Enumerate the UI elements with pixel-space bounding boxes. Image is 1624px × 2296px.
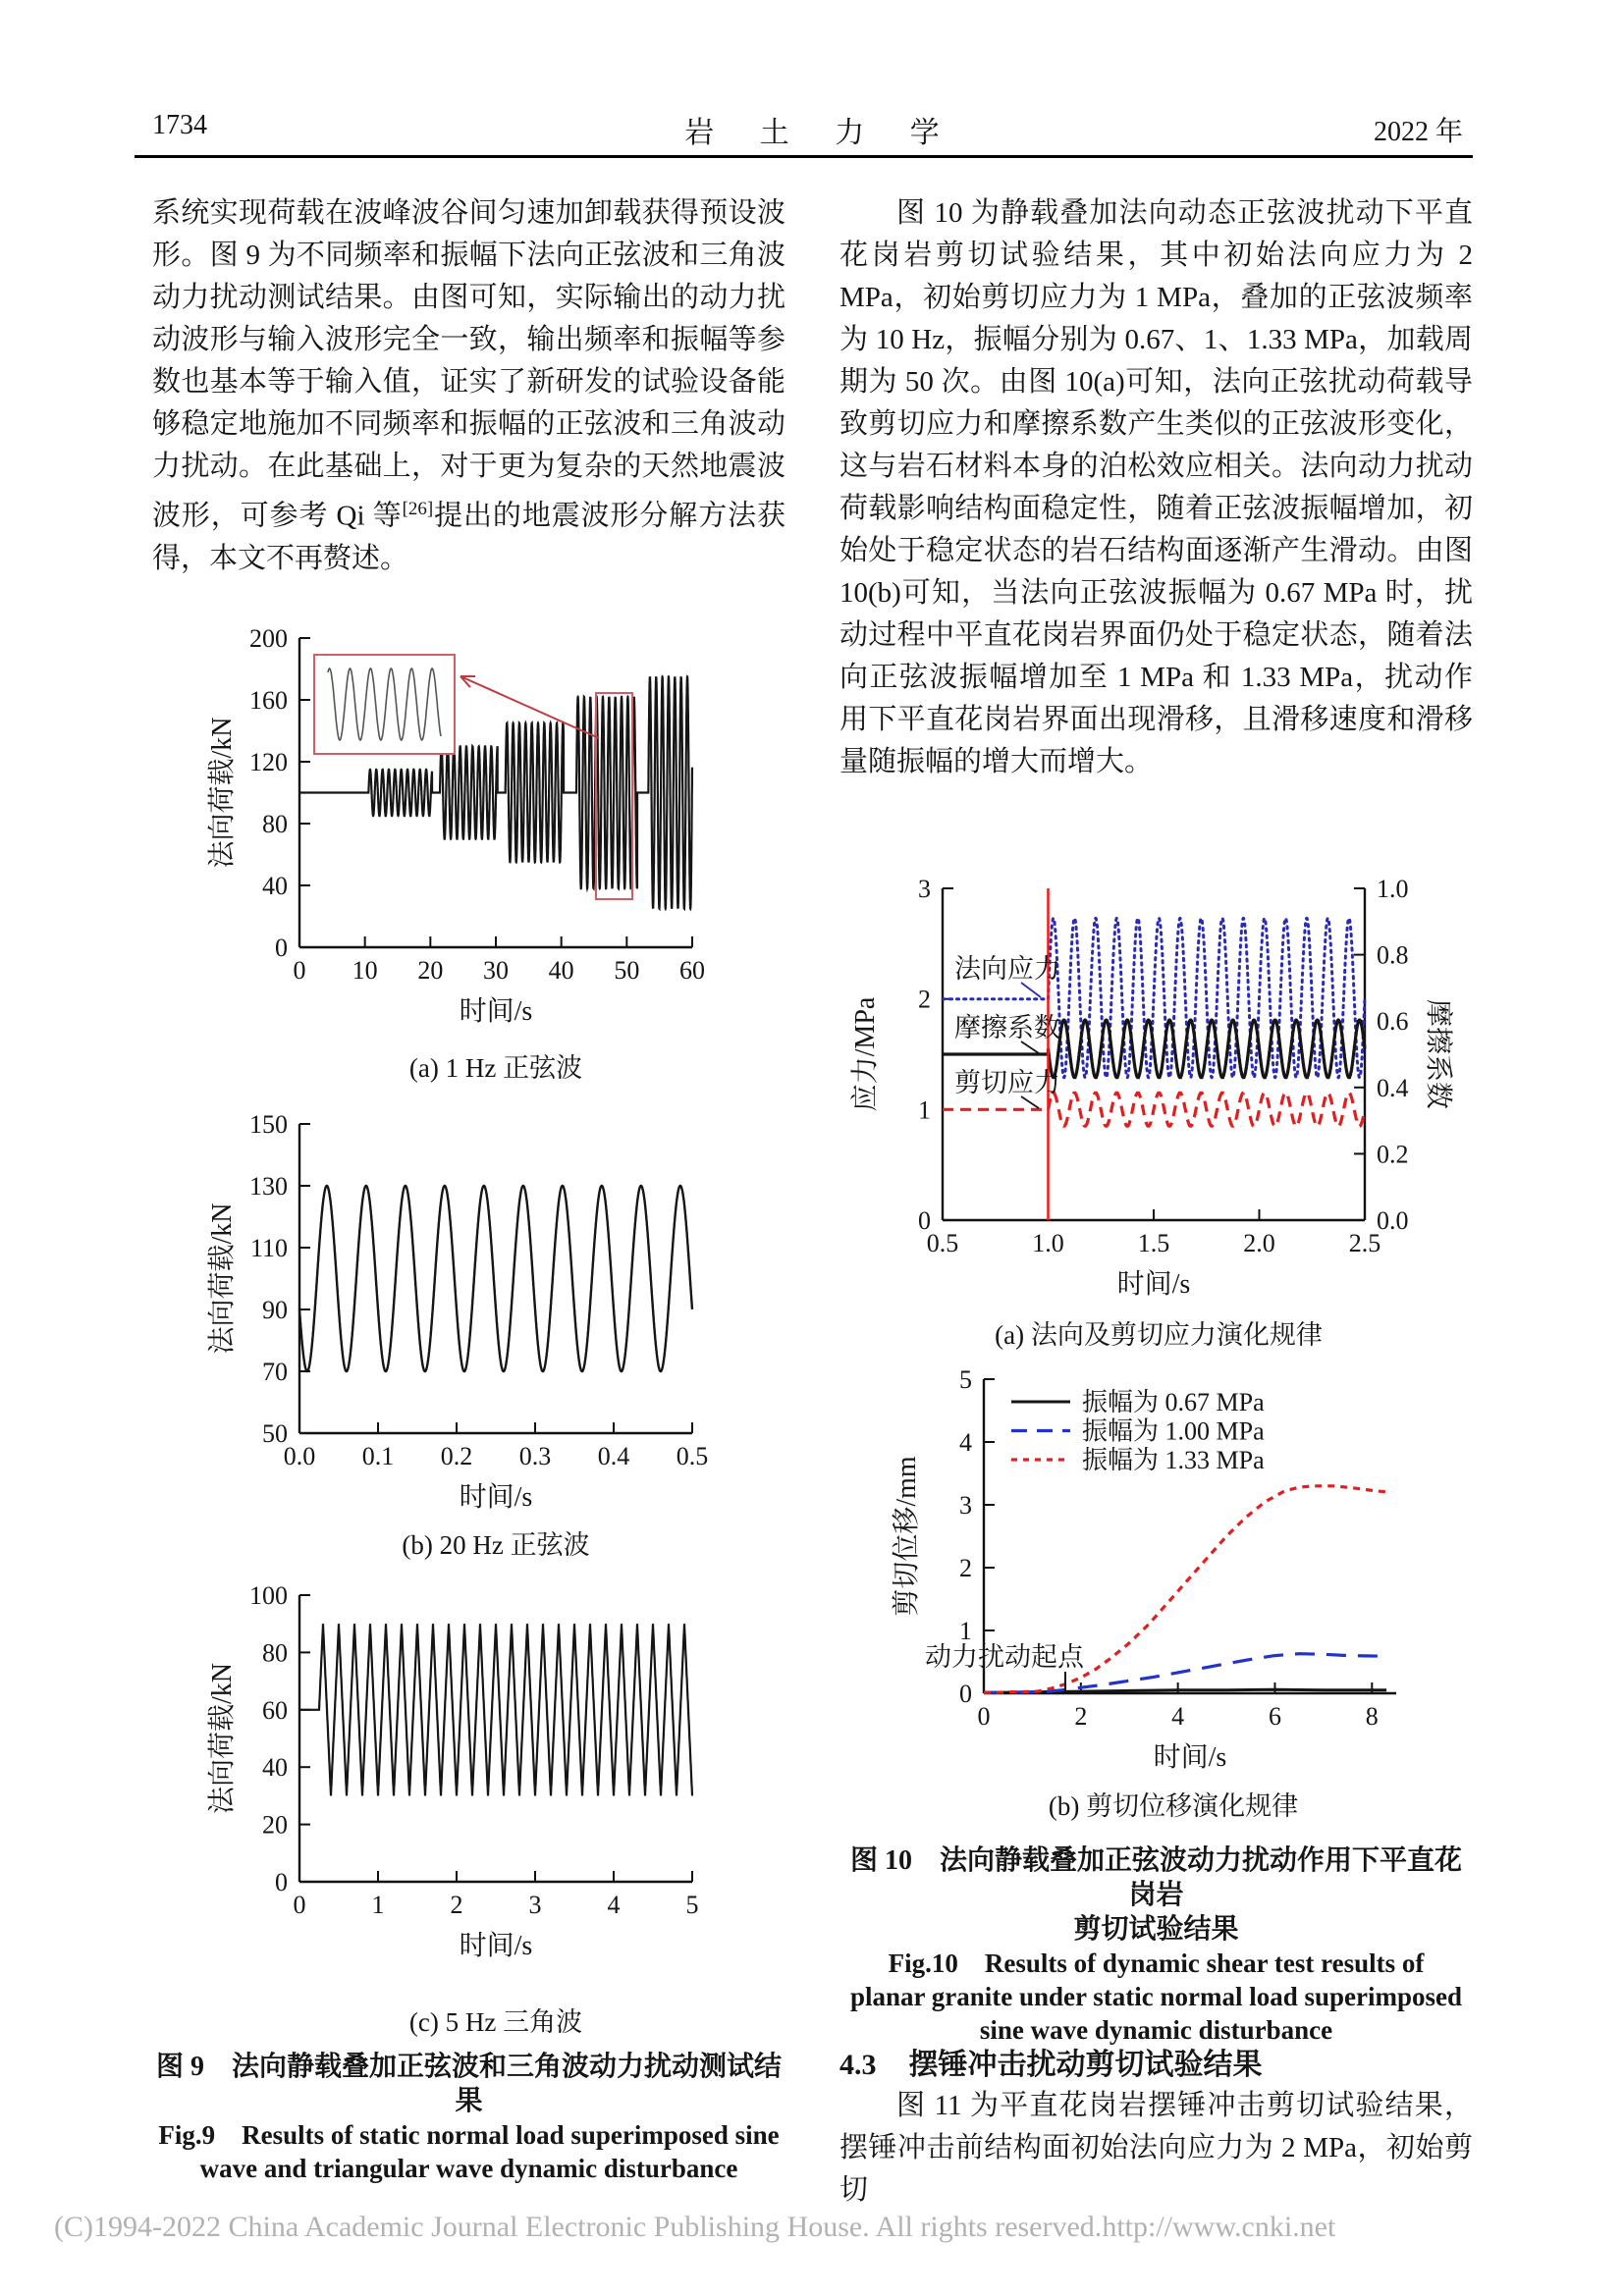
svg-text:振幅为 1.33 MPa: 振幅为 1.33 MPa bbox=[1082, 1446, 1265, 1474]
figure10-caption-zh1: 图 10 法向静载叠加正弦波动力扰动作用下平直花岗岩 bbox=[849, 1845, 1462, 1910]
figure10-caption-zh2: 剪切试验结果 bbox=[1073, 1914, 1239, 1945]
svg-text:2: 2 bbox=[959, 1554, 972, 1582]
svg-text:1: 1 bbox=[959, 1617, 972, 1645]
svg-text:4: 4 bbox=[959, 1428, 972, 1457]
svg-text:应力/MPa: 应力/MPa bbox=[850, 996, 881, 1112]
svg-text:160: 160 bbox=[249, 686, 288, 715]
svg-text:3: 3 bbox=[528, 1891, 542, 1919]
svg-text:40: 40 bbox=[548, 956, 574, 985]
svg-text:法向荷载/kN: 法向荷载/kN bbox=[207, 1662, 238, 1815]
figure10-caption-en3: sine wave dynamic disturbance bbox=[979, 2015, 1333, 2045]
svg-text:8: 8 bbox=[1365, 1702, 1379, 1731]
figure9-caption-zh: 图 9 法向静载叠加正弦波和三角波动力扰动测试结果 bbox=[155, 2052, 782, 2116]
svg-text:0: 0 bbox=[293, 1891, 306, 1919]
svg-text:时间/s: 时间/s bbox=[459, 996, 533, 1027]
svg-text:6: 6 bbox=[1268, 1702, 1281, 1731]
svg-text:20: 20 bbox=[417, 956, 444, 985]
paragraph-intro-text-end: 提出的地震波形分解方法获得，本文不再赘述。 bbox=[152, 500, 785, 574]
svg-text:120: 120 bbox=[249, 748, 288, 776]
svg-text:0.8: 0.8 bbox=[1377, 940, 1409, 970]
svg-text:法向应力: 法向应力 bbox=[954, 954, 1060, 984]
figure9-caption-en2: wave and triangular wave dynamic disturbance bbox=[199, 2154, 738, 2183]
svg-text:剪切应力: 剪切应力 bbox=[954, 1068, 1060, 1097]
svg-text:4: 4 bbox=[607, 1891, 621, 1919]
svg-text:40: 40 bbox=[262, 1753, 288, 1783]
svg-text:2: 2 bbox=[1074, 1702, 1088, 1731]
svg-text:摩擦系数: 摩擦系数 bbox=[954, 1013, 1060, 1042]
svg-text:0.4: 0.4 bbox=[1377, 1073, 1409, 1102]
svg-text:0.1: 0.1 bbox=[361, 1442, 395, 1470]
svg-text:3: 3 bbox=[918, 875, 931, 903]
citation-ref-26: [26] bbox=[402, 499, 434, 519]
svg-text:剪切位移/mm: 剪切位移/mm bbox=[892, 1456, 922, 1617]
svg-text:90: 90 bbox=[262, 1296, 288, 1324]
figure10-caption bbox=[839, 1843, 1473, 2047]
svg-text:0: 0 bbox=[275, 934, 288, 962]
page-number: 1734 bbox=[152, 110, 207, 140]
section-number: 4.3 bbox=[839, 2049, 877, 2081]
svg-text:振幅为 0.67 MPa: 振幅为 0.67 MPa bbox=[1082, 1388, 1265, 1416]
svg-text:1.0: 1.0 bbox=[1032, 1229, 1064, 1257]
subcaption-fig9b: (b) 20 Hz 正弦波 bbox=[402, 1530, 590, 1560]
svg-text:0: 0 bbox=[918, 1206, 931, 1235]
chart-fig9a-normal-load-1hz-sine bbox=[167, 618, 756, 1090]
chart-fig9c-normal-load-5hz-triangle bbox=[167, 1571, 756, 2012]
subcaption-fig10b: (b) 剪切位移演化规律 bbox=[1048, 1791, 1299, 1821]
paragraph-fig10-discussion: 图 10 为静载叠加法向动态正弦波扰动下平直花岗岩剪切试验结果，其中初始法向应力为 2 MPa，初始剪切应力为 1 MPa，叠加的正弦波频率为 10 Hz，振幅分别为 0.67、1、1.33 MPa，加载周期为 50 次。由图 10(a)可知，法向正弦扰动荷载导致剪切应力和摩擦系数产生类似的正弦波形变化，这与岩石材料本身的泊松效应相关。法向动力扰动荷载影响结构面稳定性，随着正弦波振幅增加，初始处于稳定状态的岩石结构面逐渐产生滑动。由图 10(b)可知，当法向正弦波振幅为 0.67 MPa 时，扰动过程中平直花岗岩界面仍处于稳定状态，随着法向正弦波振幅增加至 1 MPa 和 1.33 MPa，扰动作用下平直花岗岩界面出现滑移，且滑移速度和滑移量随振幅的增大而增大。 bbox=[839, 197, 1473, 777]
svg-text:1: 1 bbox=[371, 1891, 385, 1919]
svg-text:1.5: 1.5 bbox=[1137, 1229, 1170, 1257]
svg-text:40: 40 bbox=[262, 872, 288, 900]
svg-text:60: 60 bbox=[262, 1695, 288, 1725]
figure9-caption-en1: Fig.9 Results of static normal load superimposed sine bbox=[158, 2120, 780, 2150]
chart-fig10b-shear-displacement bbox=[854, 1360, 1492, 1777]
svg-text:0.4: 0.4 bbox=[597, 1442, 630, 1470]
svg-text:10: 10 bbox=[352, 956, 378, 985]
svg-text:1: 1 bbox=[918, 1095, 931, 1125]
paragraph-fig11-intro: 图 11 为平直花岗岩摆锤冲击剪切试验结果，摆锤冲击前结构面初始法向应力为 2 MPa，初始剪切 bbox=[839, 2090, 1473, 2206]
paragraph-intro bbox=[152, 192, 785, 580]
chart-fig10a-stress-evolution bbox=[844, 864, 1492, 1306]
svg-text:0.0: 0.0 bbox=[1377, 1206, 1409, 1235]
svg-text:80: 80 bbox=[262, 1638, 288, 1668]
svg-text:0.5: 0.5 bbox=[926, 1229, 959, 1257]
svg-text:5: 5 bbox=[959, 1365, 972, 1394]
svg-text:60: 60 bbox=[679, 956, 705, 985]
paragraph-intro-text: 系统实现荷载在波峰波谷间匀速加卸载获得预设波形。图 9 为不同频率和振幅下法向正弦波和三角波动力扰动测试结果。由图可知，实际输出的动力扰动波形与输入波形完全一致，输出频率和振幅等参数也基本等于输入值，证实了新研发的试验设备能够稳定地施加不同频率和振幅的正弦波和三角波动力扰动。在此基础上，对于更为复杂的天然地震波波形，可参考 Qi 等 bbox=[152, 197, 785, 532]
svg-text:0.0: 0.0 bbox=[283, 1442, 316, 1470]
header-rule bbox=[135, 155, 1473, 158]
svg-text:2: 2 bbox=[450, 1891, 463, 1919]
svg-text:时间/s: 时间/s bbox=[459, 1482, 533, 1513]
svg-text:70: 70 bbox=[262, 1358, 288, 1386]
subcaption-fig9c: (c) 5 Hz 三角波 bbox=[408, 2007, 583, 2037]
svg-text:时间/s: 时间/s bbox=[1116, 1269, 1191, 1300]
section-title: 摆锤冲击扰动剪切试验结果 bbox=[908, 2049, 1263, 2081]
svg-text:振幅为 1.00 MPa: 振幅为 1.00 MPa bbox=[1082, 1416, 1265, 1446]
svg-text:0: 0 bbox=[275, 1868, 288, 1896]
svg-text:200: 200 bbox=[249, 624, 288, 653]
svg-text:2: 2 bbox=[918, 985, 931, 1014]
svg-text:0.2: 0.2 bbox=[440, 1442, 473, 1470]
section-heading-4-3 bbox=[839, 2040, 1263, 2083]
svg-text:80: 80 bbox=[262, 810, 288, 838]
svg-text:150: 150 bbox=[249, 1110, 288, 1139]
svg-text:30: 30 bbox=[483, 956, 509, 985]
svg-text:0: 0 bbox=[977, 1702, 991, 1731]
svg-text:0: 0 bbox=[293, 956, 306, 985]
svg-text:0: 0 bbox=[959, 1680, 972, 1708]
svg-text:20: 20 bbox=[262, 1810, 288, 1840]
svg-text:50: 50 bbox=[262, 1419, 288, 1448]
svg-text:法向荷载/kN: 法向荷载/kN bbox=[207, 717, 238, 869]
figure9-caption bbox=[152, 2050, 785, 2185]
svg-text:3: 3 bbox=[959, 1491, 972, 1520]
svg-text:2.0: 2.0 bbox=[1243, 1229, 1275, 1257]
svg-text:1.0: 1.0 bbox=[1377, 875, 1409, 903]
svg-text:50: 50 bbox=[614, 956, 640, 985]
svg-text:5: 5 bbox=[685, 1891, 699, 1919]
subcaption-fig9a: (a) 1 Hz 正弦波 bbox=[408, 1053, 583, 1083]
svg-text:摩擦系数: 摩擦系数 bbox=[1423, 998, 1453, 1110]
svg-text:2.5: 2.5 bbox=[1348, 1229, 1381, 1257]
svg-text:0.6: 0.6 bbox=[1377, 1007, 1409, 1037]
svg-text:0.3: 0.3 bbox=[518, 1442, 552, 1470]
page-footer bbox=[54, 2211, 1336, 2244]
svg-text:法向荷载/kN: 法向荷载/kN bbox=[207, 1202, 238, 1355]
svg-text:0.5: 0.5 bbox=[676, 1442, 709, 1470]
svg-text:110: 110 bbox=[249, 1234, 288, 1262]
chart-fig9b-normal-load-20hz-sine bbox=[167, 1099, 756, 1551]
svg-text:0.2: 0.2 bbox=[1377, 1140, 1409, 1169]
footer-url: http://www.cnki.net bbox=[1102, 2211, 1336, 2243]
svg-text:时间/s: 时间/s bbox=[1153, 1742, 1227, 1773]
svg-text:4: 4 bbox=[1171, 1702, 1185, 1731]
subcaption-fig10a: (a) 法向及剪切应力演化规律 bbox=[995, 1320, 1323, 1350]
svg-text:100: 100 bbox=[249, 1581, 288, 1610]
svg-text:动力扰动起点: 动力扰动起点 bbox=[925, 1642, 1084, 1672]
figure10-caption-en2: planar granite under static normal load superimposed bbox=[849, 1982, 1463, 2011]
figure10-caption-en1: Fig.10 Results of dynamic shear test results of bbox=[888, 1949, 1425, 1978]
footer-copyright: (C)1994-2022 China Academic Journal Electronic Publishing House. All rights reserved. bbox=[54, 2211, 1103, 2243]
svg-text:时间/s: 时间/s bbox=[459, 1931, 533, 1961]
year-label: 2022 年 bbox=[1373, 117, 1463, 147]
journal-title: 岩土力学 bbox=[684, 117, 986, 149]
svg-text:130: 130 bbox=[249, 1172, 288, 1201]
